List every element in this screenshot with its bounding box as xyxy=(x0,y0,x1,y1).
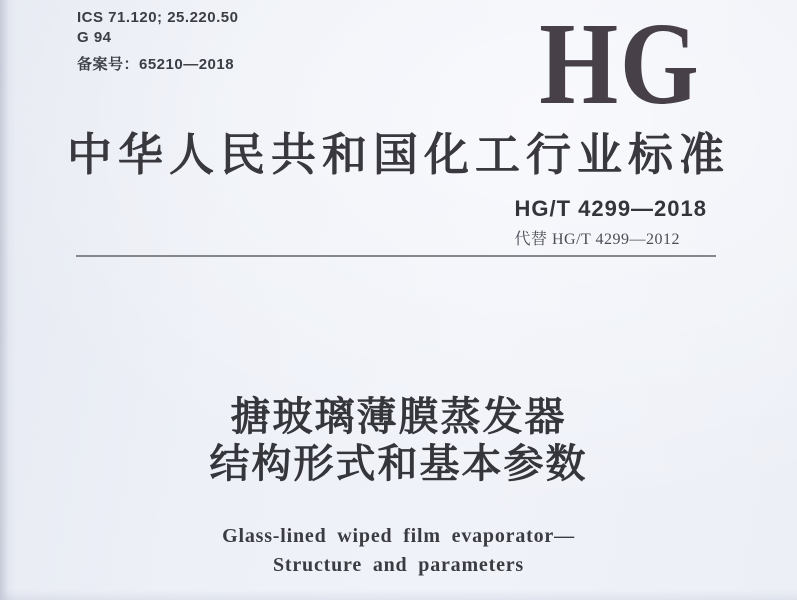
ics-code: ICS 71.120; 25.220.50 xyxy=(77,9,239,26)
hg-logo: HG xyxy=(539,0,701,129)
scan-edge-shadow-bottom xyxy=(0,590,797,600)
english-title-line1: Glass-lined wiped film evaporator— xyxy=(222,525,575,547)
scan-edge-shadow-left xyxy=(0,0,16,600)
meta-block xyxy=(77,8,238,75)
class-code: G 94 xyxy=(77,29,112,46)
record-number: 备案号：65210—2018 xyxy=(77,56,235,73)
divider-line xyxy=(76,255,716,257)
standard-number-block xyxy=(514,196,707,249)
replaces-note: 代替 HG/T 4299—2012 xyxy=(514,231,680,248)
english-title-line2: Structure and parameters xyxy=(272,554,525,576)
standard-category-title: 中华人民共和国化工行业标准 xyxy=(66,130,730,180)
document-title-line1: 搪玻璃薄膜蒸发器 xyxy=(230,395,567,439)
standard-number: HG/T 4299—2018 xyxy=(514,196,707,221)
document-title-en xyxy=(0,522,797,580)
document-title-cn xyxy=(0,394,797,488)
document-title-line2: 结构形式和基本参数 xyxy=(209,442,588,486)
